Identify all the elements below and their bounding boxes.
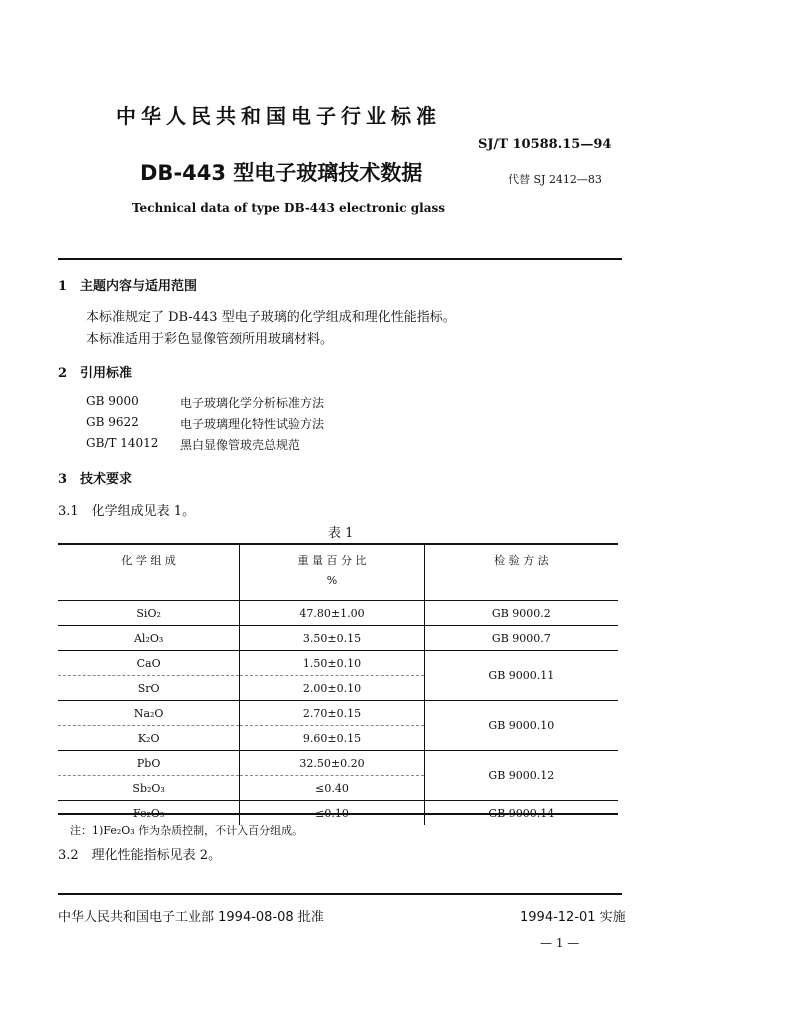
standard-number: SJ/T 10588.15—94 [478,137,612,152]
component-cell: CaO [58,651,240,676]
value-cell: 1.50±0.10 [240,651,424,676]
composition-table [58,544,618,825]
english-title: Technical data of type DB-443 electronic glass [132,201,446,215]
table-bottom-rule [58,813,618,815]
component-cell: SiO₂ [58,601,240,626]
value-cell: 32.50±0.20 [240,751,424,776]
ref-code: GB/T 14012 [86,436,159,450]
component-cell: Na₂O [58,701,240,726]
component-cell: SrO [58,676,240,701]
method-cell: GB 9000.2 [424,601,618,626]
table-caption: 表 1 [328,526,354,541]
method-cell: GB 9000.11 [424,651,618,701]
component-cell: PbO [58,751,240,776]
page-number: — 1 — [540,936,580,950]
approval-line: 中华人民共和国电子工业部 1994-08-08 批准 [58,910,324,925]
method-cell: GB 9000.10 [424,701,618,751]
ref-code: GB 9622 [86,415,139,429]
value-cell: 47.80±1.00 [240,601,424,626]
value-cell: 2.70±0.15 [240,701,424,726]
table-note: 注：1)Fe₂O₃ 作为杂质控制，不计入百分组成。 [70,824,304,837]
header-percent [240,544,424,601]
table-row [58,701,618,726]
section-1-paragraph-1: 本标准规定了 DB-443 型电子玻璃的化学组成和理化性能指标。 [86,310,456,325]
ref-title: 黑白显像管玻壳总规范 [180,438,301,452]
ref-title: 电子玻璃理化特性试验方法 [180,417,325,431]
section-3-1-text: 3.1 化学组成见表 1。 [58,504,196,519]
effective-date: 1994-12-01 实施 [520,910,626,925]
section-1-paragraph-2: 本标准适用于彩色显像管颈所用玻璃材料。 [86,332,334,347]
header-percent-label: 重 量 百 分 比 [297,554,367,567]
table-header-row [58,544,618,601]
value-cell: 2.00±0.10 [240,676,424,701]
method-cell: GB 9000.7 [424,626,618,651]
method-cell: GB 9000.12 [424,751,618,801]
component-cell: K₂O [58,726,240,751]
table-row [58,626,618,651]
header-percent-unit: % [326,574,338,587]
ref-code: GB 9000 [86,394,139,408]
section-3-heading: 3 技术要求 [58,472,133,487]
header-composition: 化 学 组 成 [58,544,240,601]
header-method: 检 验 方 法 [424,544,618,601]
table-row [58,601,618,626]
value-cell: 9.60±0.15 [240,726,424,751]
replaces-standard: 代替 SJ 2412—83 [508,173,602,186]
footer-rule [58,893,622,895]
component-cell: Sb₂O₃ [58,776,240,801]
value-cell: ≤0.40 [240,776,424,801]
component-cell: Al₂O₃ [58,626,240,651]
section-2-heading: 2 引用标准 [58,366,133,381]
agency-title: 中华人民共和国电子行业标准 [116,104,441,128]
document-title: DB-443 型电子玻璃技术数据 [140,161,423,185]
header-rule [58,258,622,260]
value-cell: 3.50±0.15 [240,626,424,651]
section-3-2-text: 3.2 理化性能指标见表 2。 [58,848,222,863]
section-1-heading: 1 主题内容与适用范围 [58,279,198,294]
table-row [58,751,618,776]
ref-title: 电子玻璃化学分析标准方法 [180,396,325,410]
table-row [58,651,618,676]
